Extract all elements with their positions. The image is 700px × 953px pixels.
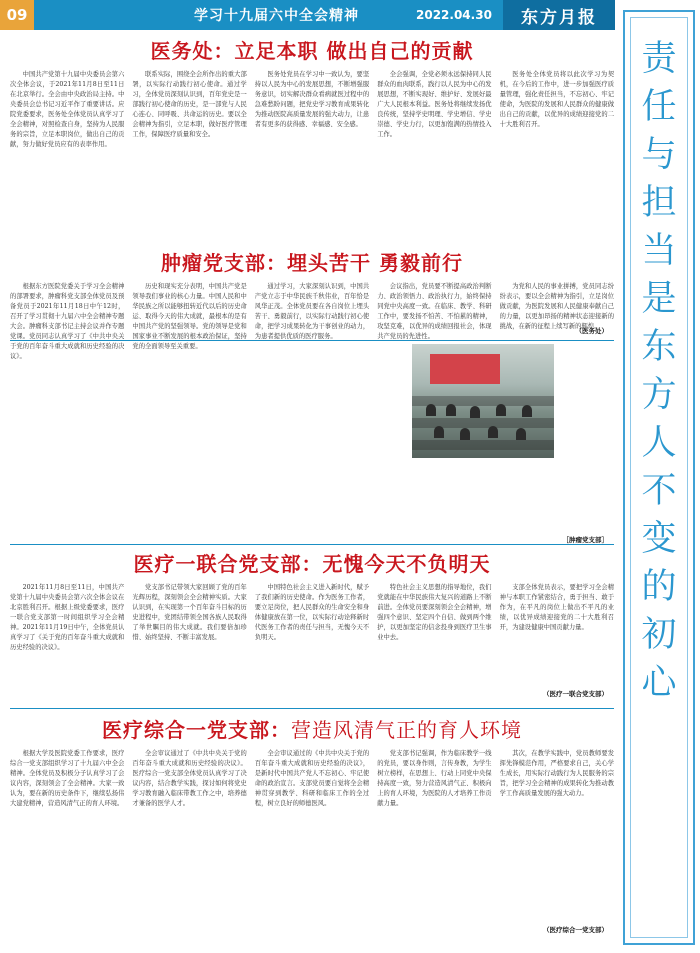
- article-column: 历史和现实充分表明，中国共产党是领导我们事业的核心力量。中国人民和中华民族之所以能够扭转近代以后的历史命运、取得今天的伟大成就，最根本的是有中国共产党的坚强领导。党的领导是党和国家事业不断发展的根本政治保证，坚持党的全面领导至关重要。: [132, 283, 247, 350]
- side-slogan-char: 不: [641, 471, 677, 511]
- article-title-prefix: 医疗一联合党支部：: [133, 551, 323, 576]
- article-column: 通过学习，大家深刻认识到，中国共产党立志于中华民族千秋伟业，百年恰是风华正茂。全体党员要在各自岗位上埋头苦干、勇毅前行，以实际行动践行初心使命，把学习成果转化为干事创业的动力，为患者提供优质的医疗服务。: [254, 283, 370, 340]
- article-title: [10, 246, 614, 276]
- side-slogan-char: 的: [641, 567, 677, 607]
- article-title: [10, 713, 614, 743]
- article-column: 支部全体党员表示，要把学习全会精神与本职工作紧密结合，勇于担当、敢于作为，在平凡的岗位上做出不平凡的业绩，以优异成绩迎接党的二十大胜利召开，为建设健康中国贡献力量。: [499, 584, 614, 631]
- side-slogan-frame: [623, 10, 695, 945]
- article-medical-general-branch: [10, 713, 614, 934]
- article-column: 医务处党员在学习中一致认为，要坚持以人民为中心的发展思想，不断增强服务意识，切实解决群众看病就医过程中的急难愁盼问题，把党史学习教育成果转化为推动医院高质量发展的强大动力，让患者有更多的获得感、幸福感、安全感。: [254, 71, 370, 128]
- article-body: [10, 749, 614, 919]
- article-title-main: 立足本职 做出自己的贡献: [234, 38, 474, 63]
- section-divider: [10, 708, 614, 709]
- side-slogan-char: 人: [641, 423, 677, 463]
- article-title-prefix: 医疗综合一党支部：: [102, 717, 291, 742]
- issue-date: 2022.04.30: [416, 8, 492, 22]
- article-byline: （医疗综合一党支部）: [543, 926, 608, 934]
- article-title-main: 营造风清气正的育人环境: [291, 717, 522, 742]
- article-title-main: 无愧今天不负明天: [322, 551, 491, 576]
- article-column: 其次，在教学实践中，党员教师要发挥先锋模范作用，严格要求自己，关心学生成长，用实际行动践行为人民服务的宗旨，把学习全会精神的成果转化为推动教学工作高质量发展的强大动力。: [499, 750, 614, 797]
- meeting-photo: [412, 344, 554, 458]
- article-title-prefix: 医务处：: [150, 38, 235, 63]
- side-slogan-char: 责: [641, 39, 677, 79]
- article-column: 2021年11月8日至11日，中国共产党第十九届中央委员会第六次全体会议在北京胜利召开。根据上级党委要求，医疗一联合党支部第一时间组织学习全会精神。2021年11月19日中午，全体党员认真学习了《关于党的百年奋斗重大成就和历史经验的决议》。: [10, 584, 125, 651]
- article-column: 根据东方医院党委关于学习全会精神的部署要求，肿瘤科党支部全体党员及预备党员于2021年11月18日中午12时，召开了学习贯彻十九届六中全会精神专题大会。肿瘤科支部书记主持会议并作专题党课。党员同志认真学习了《中共中央关于党的百年奋斗重大成就和历史经验的决议》。: [10, 283, 125, 360]
- article-title: [10, 34, 614, 64]
- header-slogan: 学习十九届六中全会精神: [194, 8, 359, 24]
- side-slogan-char: 担: [641, 183, 677, 223]
- projector-screen: [430, 354, 500, 384]
- article-column: 中国特色社会主义进入新时代，赋予了我们新的历史使命。作为医务工作者，要立足岗位，把人民群众的生命安全和身体健康放在第一位，以实际行动诠释新时代医务工作者的责任与担当，无愧今天不负明天。: [254, 584, 370, 641]
- side-slogan-char: 与: [641, 135, 677, 175]
- article-column: 全会强调，全党必须永远保持同人民群众的血肉联系，践行以人民为中心的发展思想，不断实现好、维护好、发展好最广大人民根本利益。医务处将继续发扬优良传统，坚持学史明理、学史增信、学史崇德、学史力行，以更加饱满的热情投入工作。: [377, 71, 492, 138]
- article-medical-union-branch: [10, 547, 614, 723]
- article-column: 根据大学及医院党委工作要求，医疗综合一党支部组织学习了十九届六中全会精神。全体党员及积极分子认真学习了会议内容，深刻领会了全会精神。大家一致认为，要在新的历史条件下，继续弘扬伟大建党精神，营造风清气正的育人环境。: [10, 750, 125, 807]
- article-body: [10, 70, 614, 232]
- page-number: 09: [0, 0, 34, 30]
- article-column: 医务处全体党员将以此次学习为契机，在今后的工作中，进一步加强医疗质量管理，强化责任担当，不忘初心、牢记使命，为医院的发展和人民群众的健康做出自己的贡献，以优异的成绩迎接党的二十大胜利召开。: [499, 71, 614, 128]
- article-column: 特色社会主义思想的指导地位，我们党就能在中华民族伟大复兴的道路上不断前进。全体党员要深刻领会全会精神，增强四个意识、坚定四个自信、做到两个维护，以更加坚定的信念投身到医疗卫生事业中去。: [377, 584, 492, 641]
- side-slogan-char: 变: [641, 519, 677, 559]
- article-column: 全会审议通过了《中共中央关于党的百年奋斗重大成就和历史经验的决议》。医疗综合一党支部全体党员认真学习了决议内容，结合教学实践，探讨如何将党史学习教育融入临床带教工作之中，培养德才兼备的医学人才。: [132, 750, 247, 807]
- side-slogan-char: 是: [641, 279, 677, 319]
- article-column: 为党和人民的事业拼搏，党员同志纷纷表示，要以全会精神为指引，立足岗位做贡献，为医院发展和人民健康奉献自己的力量，以更加昂扬的精神状态迎接新的挑战，在新的征程上续写新的辉煌。: [499, 283, 614, 330]
- article-title: [10, 547, 614, 577]
- article-column: 党支部书记强调，作为临床教学一线的党员，要以身作则，言传身教，为学生树立榜样，在思想上、行动上同党中央保持高度一致，努力营造风清气正、积极向上的育人环境，为医院的人才培养工作贡献力量。: [377, 750, 492, 807]
- side-slogan-char: 东: [641, 327, 677, 367]
- side-slogan-char: 心: [641, 663, 677, 703]
- side-slogan-char: 当: [641, 231, 677, 271]
- article-title-prefix: 肿瘤党支部：: [161, 250, 288, 275]
- article-byline: （医务处）: [575, 327, 608, 335]
- side-slogan: [625, 39, 693, 703]
- article-column: 党支部书记带领大家回顾了党的百年光辉历程，深刻领会全会精神实质。大家认识到，在实现第一个百年奋斗目标的历史进程中，党团结带领全国各族人民取得了举世瞩目的伟大成就。我们要倍加珍惜、始终坚持、不断丰富发展。: [132, 584, 247, 641]
- article-column: 会议指出，党员要不断提高政治判断力、政治领悟力、政治执行力，始终保持同党中央高度一致。在临床、教学、科研工作中，要发扬不怕苦、不怕累的精神，攻坚克难，以优异的成绩回报社会，体现共产党员的先进性。: [377, 283, 492, 340]
- brand-logo: 东方月报: [503, 0, 615, 30]
- side-slogan-char: 方: [641, 375, 677, 415]
- page-header: [0, 0, 615, 30]
- article-column: 中国共产党第十九届中央委员会第六次全体会议，于2021年11月8日至11日在北京举行。全会由中央政治局主持。中央委员会总书记习近平作了重要讲话。应院党委要求，医务处全体党员认真学习了全会精神，对照检查自身，坚持为人民服务的宗旨，立足本职岗位，做出自己的贡献，努力做好党员应有的表率作用。: [10, 71, 125, 148]
- article-body: [10, 583, 614, 723]
- article-column: 联系实际，围绕全会所作出的重大部署，以实际行动践行初心使命。通过学习，全体党员深刻认识到，百年党史是一部践行初心使命的历史，是一部党与人民心连心、同呼吸、共命运的历史。要以全会精神为指引，立足本职，做好医疗管理工作，保障医疗质量和安全。: [132, 71, 247, 138]
- article-title-main: 埋头苦干 勇毅前行: [287, 250, 463, 275]
- side-slogan-char: 初: [641, 615, 677, 655]
- article-byline: ［肿瘤党支部］: [562, 536, 608, 544]
- article-column: 全会审议通过的《中共中央关于党的百年奋斗重大成就和历史经验的决议》，是新时代中国共产党人不忘初心、牢记使命的政治宣言。支部党员要自觉将全会精神贯穿到教学、科研和临床工作的全过程，树立良好的师德医风。: [254, 750, 370, 807]
- section-divider: [10, 544, 614, 545]
- side-slogan-char: 任: [641, 87, 677, 127]
- article-byline: （医疗一联合党支部）: [543, 690, 608, 698]
